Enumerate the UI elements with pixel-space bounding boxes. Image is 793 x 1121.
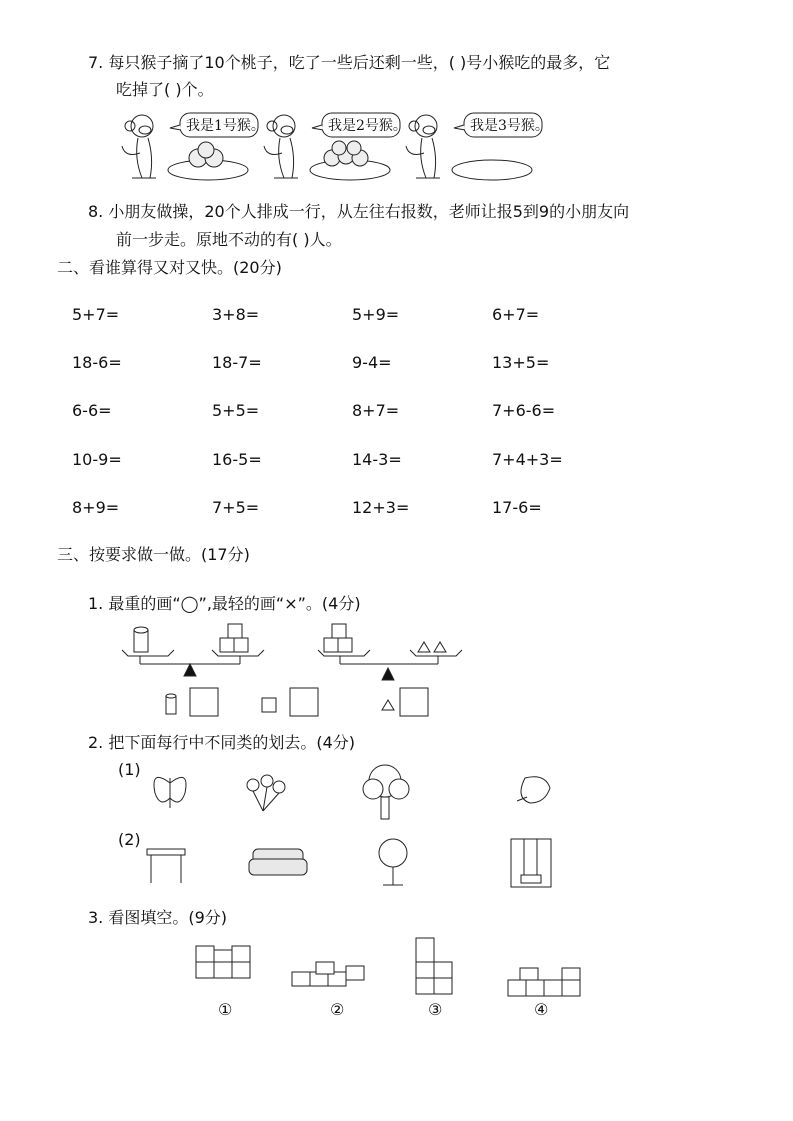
section3-title: 三、按要求做一做。(17分) bbox=[57, 545, 250, 564]
section2-title: 二、看谁算得又对又快。(20分) bbox=[57, 258, 282, 277]
figure-label-4: ④ bbox=[534, 1000, 549, 1019]
equation: 13+5= bbox=[492, 353, 550, 372]
tree-icon bbox=[363, 765, 409, 819]
equation: 5+9= bbox=[352, 305, 400, 324]
fan-icon bbox=[379, 839, 407, 885]
s3-q2-row1-label: (1) bbox=[118, 760, 141, 779]
butterfly-icon bbox=[154, 777, 186, 808]
balance-svg bbox=[120, 618, 460, 723]
equation: 10-9= bbox=[72, 450, 122, 469]
peaches-2-icon bbox=[324, 141, 368, 166]
bubble-3-text: 我是3号猴。 bbox=[470, 118, 549, 134]
sofa-icon bbox=[249, 849, 307, 875]
odd-one-out-row1 bbox=[145, 763, 575, 827]
equation: 8+9= bbox=[72, 498, 120, 517]
bubble-2-text: 我是2号猴。 bbox=[328, 118, 407, 134]
equation: 8+7= bbox=[352, 401, 400, 420]
monkey-3-icon bbox=[406, 115, 440, 178]
s3-q2-text: 2. 把下面每行中不同类的划去。(4分) bbox=[88, 733, 356, 752]
equation: 18-7= bbox=[212, 353, 262, 372]
cubes-icon bbox=[324, 624, 352, 652]
equation: 12+3= bbox=[352, 498, 410, 517]
equation: 9-4= bbox=[352, 353, 392, 372]
equation: 17-6= bbox=[492, 498, 542, 517]
q8-line1: 8. 小朋友做操，20个人排成一行，从左往右报数，老师让报5到9的小朋友向 bbox=[88, 202, 630, 221]
cylinder-small-icon bbox=[166, 694, 176, 714]
equation: 5+7= bbox=[72, 305, 120, 324]
triangles-icon bbox=[418, 642, 446, 652]
balance-scale-2-icon bbox=[318, 650, 462, 680]
cube-figure-2-icon bbox=[292, 962, 364, 986]
cube-figures bbox=[190, 930, 590, 1019]
q7-line2: 吃掉了( )个。 bbox=[116, 80, 214, 99]
table-icon bbox=[147, 849, 185, 883]
monkeys-illustration bbox=[120, 108, 560, 192]
answer-box bbox=[400, 688, 428, 716]
equation: 6-6= bbox=[72, 401, 112, 420]
figure-label-1: ① bbox=[218, 1000, 233, 1019]
equation: 7+5= bbox=[212, 498, 260, 517]
equation: 14-3= bbox=[352, 450, 402, 469]
equation: 16-5= bbox=[212, 450, 262, 469]
q7-line1: 7. 每只猴子摘了10个桃子，吃了一些后还剩一些，( )号小猴吃的最多，它 bbox=[88, 53, 611, 72]
equation: 7+4+3= bbox=[492, 450, 563, 469]
equation: 5+5= bbox=[212, 401, 260, 420]
answer-box bbox=[290, 688, 318, 716]
wardrobe-icon bbox=[511, 839, 551, 887]
s3-q2-row2-label: (2) bbox=[118, 830, 141, 849]
cubes-icon bbox=[220, 624, 248, 652]
cube-small-icon bbox=[262, 698, 276, 712]
answer-box bbox=[190, 688, 218, 716]
equation: 6+7= bbox=[492, 305, 540, 324]
cube-figure-3-icon bbox=[416, 938, 452, 994]
equation: 3+8= bbox=[212, 305, 260, 324]
monkey-2-icon bbox=[264, 115, 298, 178]
flowers-icon bbox=[247, 775, 285, 811]
balance-scale-1-icon bbox=[122, 650, 264, 676]
s3-q3-text: 3. 看图填空。(9分) bbox=[88, 908, 228, 927]
equation: 7+6-6= bbox=[492, 401, 556, 420]
cube-figure-4-icon bbox=[508, 968, 580, 996]
s3-q1-text: 1. 最重的画“◯”,最轻的画“×”。(4分) bbox=[88, 594, 361, 613]
cylinder-icon bbox=[134, 627, 148, 652]
balance-scales bbox=[120, 618, 460, 727]
equation: 18-6= bbox=[72, 353, 122, 372]
figure-label-3: ③ bbox=[428, 1000, 443, 1019]
monkey-1-icon bbox=[122, 115, 156, 178]
plate-3-icon bbox=[452, 160, 532, 180]
bubble-1-text: 我是1号猴。 bbox=[186, 118, 265, 134]
cube-figure-1-icon bbox=[196, 946, 250, 978]
figure-label-2: ② bbox=[330, 1000, 345, 1019]
triangle-small-icon bbox=[382, 700, 394, 710]
q8-line2: 前一步走。原地不动的有( )人。 bbox=[116, 230, 342, 249]
odd-one-out-row2 bbox=[145, 835, 575, 899]
cabbage-icon bbox=[517, 777, 550, 803]
